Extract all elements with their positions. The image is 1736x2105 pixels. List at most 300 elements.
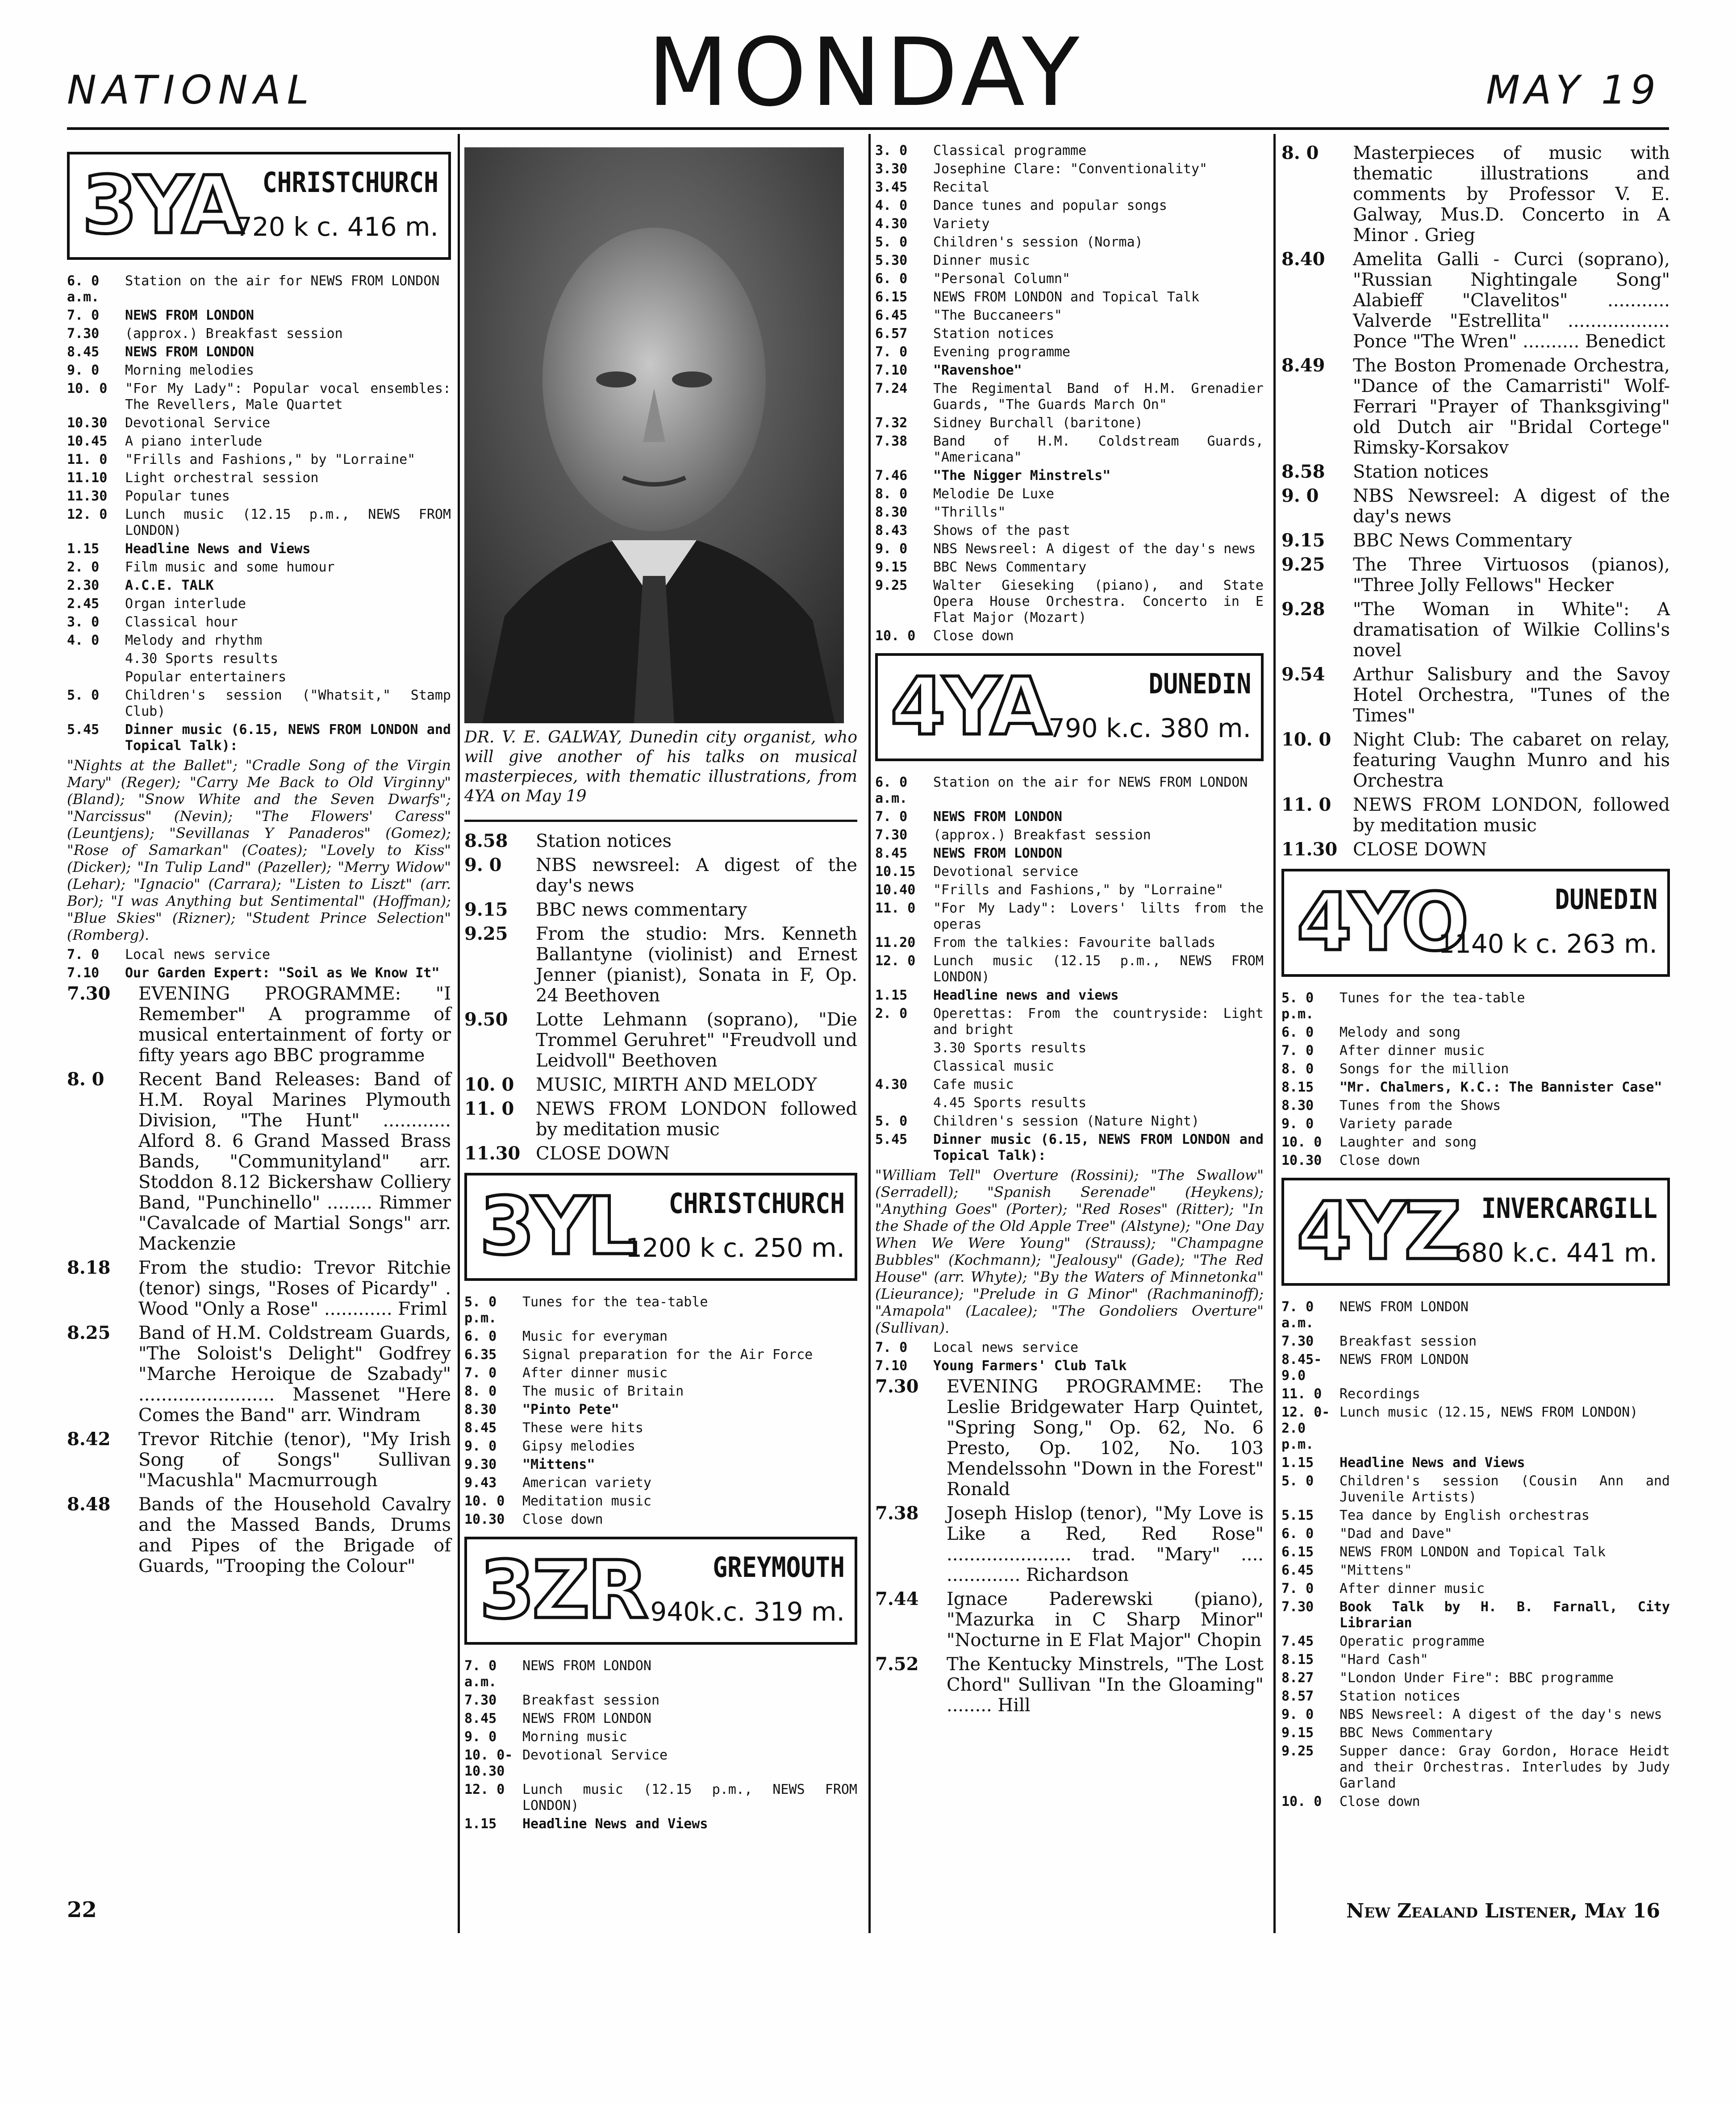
schedule-item: Close down — [933, 628, 1014, 644]
schedule-time: 5. 0 — [875, 234, 908, 250]
schedule-time: 10. 0 — [875, 628, 916, 644]
schedule-item: Children's session (Nature Night) — [933, 1113, 1200, 1129]
schedule-time: 8.45-9.0 — [1281, 1352, 1322, 1384]
schedule-row — [464, 1143, 857, 1164]
schedule-row — [1281, 355, 1670, 458]
schedule-row — [1281, 554, 1670, 596]
schedule-item: Classical music — [933, 1059, 1054, 1074]
schedule-row — [464, 1347, 857, 1363]
schedule-4ya-evening — [875, 1376, 1264, 1716]
schedule-time: 9. 0 — [464, 1438, 497, 1454]
schedule-row — [875, 468, 1264, 484]
schedule-time: 8.18 — [67, 1257, 111, 1278]
schedule-item: Dinner music (6.15, NEWS FROM LONDON and Topical Talk): — [933, 1132, 1264, 1163]
schedule-time: 3. 0 — [67, 614, 100, 630]
schedule-time: 10.45 — [67, 434, 108, 449]
schedule-time: 2. 0 — [875, 1006, 908, 1021]
schedule-3ya-evening — [67, 984, 451, 1576]
schedule-row — [67, 1069, 451, 1254]
schedule-item: Station notices — [536, 831, 672, 851]
schedule-time: 7.38 — [875, 434, 908, 449]
schedule-time — [875, 1040, 933, 1056]
schedule-row — [875, 1132, 1264, 1164]
schedule-time: 9.50 — [464, 1009, 508, 1030]
photo-caption: DR. V. E. GALWAY, Dunedin city organist, who will give another of his talks on musical masterpieces, with thematic illustrations, from 4YA on May 19 — [464, 728, 857, 805]
column-1 — [67, 143, 451, 1580]
schedule-time: 4. 0 — [67, 633, 100, 648]
schedule-time: 6.35 — [464, 1347, 497, 1363]
schedule-row — [67, 434, 451, 450]
schedule-3zr-continued — [875, 143, 1264, 644]
portrait-image — [464, 147, 844, 723]
schedule-time — [67, 651, 125, 667]
schedule-row — [67, 578, 451, 594]
schedule-item: "The Buccaneers" — [933, 308, 1062, 323]
schedule-item: 4.45 Sports results — [933, 1095, 1087, 1111]
schedule-row — [1281, 486, 1670, 527]
schedule-time: 6. 0 — [1281, 1526, 1314, 1542]
schedule-item: Ignace Paderewski (piano), "Mazurka in C Sharp Minor" "Nocturne in E Flat Major" Chopin — [947, 1589, 1264, 1651]
schedule-row — [875, 827, 1264, 843]
schedule-row — [875, 271, 1264, 287]
schedule-item: NEWS FROM LONDON — [1340, 1352, 1469, 1367]
schedule-row — [1281, 1299, 1670, 1331]
schedule-time: 7.30 — [1281, 1599, 1314, 1615]
schedule-item: Children's session (Cousin Ann and Juvenile Artists) — [1340, 1473, 1670, 1505]
schedule-row — [67, 688, 451, 720]
schedule-row — [1281, 1581, 1670, 1597]
schedule-item: A.C.E. TALK — [125, 578, 214, 593]
schedule-row — [464, 1512, 857, 1528]
schedule-item: BBC news commentary — [536, 900, 747, 920]
schedule-item: Local news service — [125, 947, 271, 963]
schedule-time: 3.30 — [875, 161, 908, 177]
schedule-item: Light orchestral session — [125, 470, 319, 486]
station-call: 4YZ — [1297, 1185, 1459, 1277]
schedule-item: Walter Gieseking (piano), and State Opera House Orchestra. Concerto in E Flat Major (Mozart) — [933, 578, 1264, 625]
schedule-row — [464, 1692, 857, 1709]
schedule-4yo — [1281, 990, 1670, 1169]
schedule-item: Gipsy melodies — [522, 1438, 635, 1454]
schedule-time: 10.30 — [1281, 1153, 1322, 1168]
schedule-row — [1281, 1688, 1670, 1705]
schedule-item: EVENING PROGRAMME: The Leslie Bridgewater Harp Quintet, "Spring Song," Op. 62, No. 6 Presto, Op. 102, No. 103 Mendelssohn "Down in the Forest" Ronald — [947, 1376, 1264, 1500]
schedule-row — [464, 1658, 857, 1690]
schedule-row — [875, 1077, 1264, 1093]
schedule-time: 6. 0 a.m. — [67, 273, 100, 305]
schedule-row — [1281, 1153, 1670, 1169]
schedule-row — [875, 486, 1264, 502]
schedule-item: Station notices — [1340, 1688, 1461, 1704]
schedule-time: 7. 0 — [875, 1340, 908, 1355]
schedule-item: Children's session (Norma) — [933, 234, 1143, 250]
schedule-item: NEWS FROM LONDON — [933, 809, 1062, 825]
schedule-row — [875, 1095, 1264, 1111]
schedule-row — [875, 1040, 1264, 1056]
schedule-row — [1281, 1405, 1670, 1453]
column-2 — [464, 143, 857, 1834]
schedule-time: 2.30 — [67, 578, 100, 593]
station-box-3zr — [464, 1537, 857, 1645]
schedule-time: 12. 0 — [464, 1782, 505, 1797]
schedule-item: Children's session ("Whatsit," Stamp Club) — [125, 688, 451, 719]
schedule-time: 10.15 — [875, 864, 916, 880]
schedule-time: 12. 0 — [67, 507, 108, 522]
schedule-time: 7.30 — [67, 326, 100, 342]
schedule-item: NBS Newsreel: A digest of the day's news — [1353, 486, 1670, 527]
station-city: INVERCARGILL — [1481, 1192, 1657, 1225]
schedule-item: "London Under Fire": BBC programme — [1340, 1670, 1614, 1686]
schedule-time: 7.38 — [875, 1503, 919, 1524]
schedule-time: 7. 0 a.m. — [464, 1658, 497, 1690]
schedule-item: Bands of the Household Cavalry and the Massed Bands, Drums and Pipes of the Brigade of Guards, "Trooping the Colour" — [138, 1494, 451, 1576]
schedule-row — [67, 1494, 451, 1576]
schedule-item: The music of Britain — [522, 1384, 684, 1399]
schedule-time: 8.15 — [1281, 1080, 1314, 1095]
schedule-row — [464, 1099, 857, 1140]
schedule-time: 7.30 — [875, 1376, 919, 1397]
schedule-row — [464, 1729, 857, 1745]
schedule-time: 9. 0 — [464, 1729, 497, 1745]
schedule-time: 2. 0 — [67, 559, 100, 575]
schedule-row — [67, 596, 451, 612]
schedule-time: 6.57 — [875, 326, 908, 342]
schedule-item: Variety parade — [1340, 1116, 1452, 1132]
schedule-row — [1281, 1707, 1670, 1723]
schedule-time: 5. 0 — [1281, 1473, 1314, 1489]
schedule-time: 9.25 — [1281, 1743, 1314, 1759]
schedule-row — [875, 1113, 1264, 1130]
schedule-row — [1281, 1061, 1670, 1077]
station-city: CHRISTCHURCH — [262, 166, 438, 199]
schedule-row — [875, 1503, 1264, 1585]
schedule-item: Station on the air for NEWS FROM LONDON — [933, 775, 1248, 790]
schedule-item: After dinner music — [1340, 1581, 1485, 1596]
schedule-time: 9.25 — [875, 578, 908, 593]
schedule-row — [875, 846, 1264, 862]
schedule-item: NBS newsreel: A digest of the day's news — [536, 855, 857, 896]
schedule-item: "For My Lady": Lovers' lilts from the operas — [933, 900, 1264, 932]
schedule-time: 7. 0 — [67, 308, 100, 323]
schedule-time: 11.30 — [67, 488, 108, 504]
schedule-item: Morning melodies — [125, 363, 254, 378]
schedule-row — [875, 434, 1264, 466]
schedule-item: Melody and rhythm — [125, 633, 263, 648]
schedule-row — [1281, 1080, 1670, 1096]
schedule-time: 7.10 — [67, 965, 100, 981]
schedule-row — [875, 308, 1264, 324]
schedule-3ya-news — [67, 947, 451, 981]
schedule-time: 11. 0 — [875, 900, 916, 916]
schedule-time: 10. 0 — [67, 381, 108, 396]
schedule-row — [464, 924, 857, 1006]
schedule-row — [67, 614, 451, 630]
schedule-time: 5. 0 — [67, 688, 100, 703]
schedule-item: Lunch music (12.15 p.m., NEWS FROM LONDON) — [522, 1782, 857, 1813]
schedule-row — [1281, 1743, 1670, 1792]
schedule-item: Local news service — [933, 1340, 1079, 1355]
schedule-row — [875, 1358, 1264, 1374]
schedule-row — [875, 628, 1264, 644]
schedule-item: (approx.) Breakfast session — [933, 827, 1151, 843]
schedule-4yz — [1281, 1299, 1670, 1810]
schedule-row — [875, 161, 1264, 177]
schedule-item: Operettas: From the countryside: Light and bright — [933, 1006, 1264, 1038]
schedule-row — [67, 541, 451, 557]
schedule-item: CLOSE DOWN — [536, 1143, 670, 1164]
station-call: 3YA — [82, 159, 241, 251]
schedule-row — [1281, 1563, 1670, 1579]
schedule-row — [875, 809, 1264, 825]
schedule-item: From the talkies: Favourite ballads — [933, 935, 1216, 950]
schedule-row — [67, 488, 451, 504]
column-divider — [458, 134, 460, 1933]
date-label: MAY 19 — [1486, 67, 1660, 113]
schedule-row — [1281, 1725, 1670, 1741]
schedule-row — [875, 179, 1264, 196]
schedule-time: 8.43 — [875, 523, 908, 538]
schedule-row — [1281, 599, 1670, 661]
schedule-time: 11. 0 — [1281, 1386, 1322, 1402]
schedule-item: "Personal Column" — [933, 271, 1071, 287]
schedule-time: 7.32 — [875, 415, 908, 431]
schedule-3zr — [464, 1658, 857, 1832]
schedule-row — [67, 947, 451, 963]
schedule-item: Signal preparation for the Air Force — [522, 1347, 813, 1363]
schedule-item: (approx.) Breakfast session — [125, 326, 343, 342]
schedule-time: 6.45 — [875, 308, 908, 323]
schedule-item: Station on the air for NEWS FROM LONDON — [125, 273, 440, 289]
schedule-item: Close down — [522, 1512, 603, 1527]
schedule-item: Music for everyman — [522, 1329, 668, 1344]
schedule-item: Lunch music (12.15 p.m., NEWS FROM LONDON) — [125, 507, 451, 538]
schedule-time: 6. 0 — [1281, 1025, 1314, 1040]
schedule-item: Headline News and Views — [125, 541, 311, 557]
column-4 — [1281, 143, 1670, 1812]
column-divider — [1273, 134, 1276, 1933]
schedule-row — [1281, 249, 1670, 352]
schedule-time: 8.45 — [875, 846, 908, 861]
schedule-item: Songs for the million — [1340, 1061, 1509, 1077]
schedule-item: "The Nigger Minstrels" — [933, 468, 1111, 484]
schedule-time: 10. 0 — [464, 1074, 514, 1095]
schedule-row — [1281, 1334, 1670, 1350]
schedule-time: 11. 0 — [1281, 794, 1331, 815]
schedule-item: Recital — [933, 179, 990, 195]
station-frequency: 790 k.c. 380 m. — [1048, 713, 1251, 743]
schedule-row — [67, 1429, 451, 1491]
station-frequency: 1140 k c. 263 m. — [1438, 929, 1657, 959]
schedule-item: CLOSE DOWN — [1353, 839, 1487, 860]
schedule-row — [875, 1059, 1264, 1075]
station-box-3yl — [464, 1173, 857, 1281]
schedule-row — [1281, 1116, 1670, 1132]
schedule-time: 10. 0 — [464, 1493, 505, 1509]
schedule-row — [67, 326, 451, 342]
station-call: 3ZR — [480, 1544, 646, 1636]
schedule-time: 7.30 — [875, 827, 908, 843]
schedule-row — [1281, 1634, 1670, 1650]
schedule-item: After dinner music — [522, 1365, 668, 1381]
schedule-item: Tea dance by English orchestras — [1340, 1508, 1590, 1523]
schedule-item: NBS Newsreel: A digest of the day's news — [933, 541, 1256, 557]
schedule-row — [67, 984, 451, 1066]
schedule-time: 8.58 — [464, 830, 508, 851]
schedule-time: 9.15 — [464, 899, 508, 920]
schedule-row — [875, 415, 1264, 431]
schedule-item: Close down — [1340, 1153, 1420, 1168]
schedule-row — [67, 507, 451, 539]
schedule-row — [67, 722, 451, 754]
schedule-row — [875, 864, 1264, 880]
schedule-row — [1281, 1508, 1670, 1524]
station-frequency: 1200 k c. 250 m. — [626, 1233, 845, 1263]
schedule-item: Classical hour — [125, 614, 238, 630]
schedule-row — [1281, 1098, 1670, 1114]
schedule-time: 7.10 — [875, 363, 908, 378]
schedule-row — [464, 1493, 857, 1509]
schedule-row — [1281, 1025, 1670, 1041]
schedule-item: Supper dance: Gray Gordon, Horace Heidt and their Orchestras. Interludes by Judy Garland — [1340, 1743, 1670, 1791]
column-3 — [875, 143, 1264, 1719]
schedule-row — [464, 855, 857, 896]
schedule-row — [67, 559, 451, 575]
schedule-item: Classical programme — [933, 143, 1087, 158]
schedule-item: Night Club: The cabaret on relay, featuring Vaughn Munro and his Orchestra — [1353, 729, 1670, 791]
schedule-row — [1281, 839, 1670, 860]
schedule-row — [875, 882, 1264, 898]
schedule-row — [1281, 1352, 1670, 1384]
schedule-row — [875, 344, 1264, 360]
schedule-time: 11.30 — [1281, 839, 1338, 860]
schedule-item: Dance tunes and popular songs — [933, 198, 1167, 213]
schedule-time: 11. 0 — [67, 452, 108, 467]
schedule-item: NEWS FROM LONDON and Topical Talk — [933, 289, 1200, 305]
schedule-time: 7.10 — [875, 1358, 908, 1374]
schedule-time: 10. 0 — [1281, 729, 1331, 750]
schedule-item: Trevor Ritchie (tenor), "My Irish Song of Songs" Sullivan "Macushla" Macmurrough — [138, 1429, 451, 1491]
schedule-item: BBC News Commentary — [1340, 1725, 1493, 1741]
schedule-row — [67, 308, 451, 324]
schedule-row — [875, 578, 1264, 626]
portrait-photo — [464, 147, 844, 723]
schedule-time: 8.27 — [1281, 1670, 1314, 1686]
schedule-item: These were hits — [522, 1420, 643, 1436]
schedule-item: Variety — [933, 216, 990, 232]
column-divider — [868, 134, 871, 1933]
schedule-time: 9.15 — [1281, 1725, 1314, 1741]
schedule-time: 7. 0 — [875, 809, 908, 825]
schedule-time: 5.45 — [67, 722, 100, 738]
schedule-item: Sidney Burchall (baritone) — [933, 415, 1143, 431]
schedule-item: Joseph Hislop (tenor), "My Love is Like a Red, Red Rose" ...................... trad. "Mary" .... ............. Richardson — [947, 1503, 1264, 1585]
schedule-time: 8.15 — [1281, 1652, 1314, 1667]
schedule-item: Headline News and Views — [522, 1816, 708, 1832]
schedule-row — [464, 1075, 857, 1095]
schedule-item: Band of H.M. Coldstream Guards, "The Soloist's Delight" Godfrey "Marche Heroique de Szabady" ........................ Massenet "Here Comes the Band" arr. Windram — [138, 1323, 451, 1426]
schedule-row — [464, 1294, 857, 1326]
schedule-time: 9. 0 — [1281, 1707, 1314, 1722]
schedule-row — [875, 1376, 1264, 1500]
schedule-row — [1281, 462, 1670, 482]
schedule-time: 5.30 — [875, 253, 908, 268]
schedule-item: Book Talk by H. B. Farnall, City Librarian — [1340, 1599, 1670, 1631]
divider — [464, 820, 857, 822]
schedule-time: 9. 0 — [875, 541, 908, 557]
schedule-time: 8.42 — [67, 1429, 111, 1450]
schedule-time: 7. 0 — [1281, 1043, 1314, 1059]
schedule-row — [67, 344, 451, 360]
schedule-item: The Boston Promenade Orchestra, "Dance of the Camarristi" Wolf-Ferrari "Prayer of Thanksgiving" old Dutch air "Bridal Cortege" Rimsky-Korsakov — [1353, 355, 1670, 458]
schedule-time: 5. 0 p.m. — [1281, 990, 1314, 1022]
schedule-item: NEWS FROM LONDON, followed by meditation music — [1353, 795, 1670, 836]
schedule-row — [1281, 1652, 1670, 1668]
schedule-time: 8.49 — [1281, 355, 1325, 376]
schedule-item: Dinner music (6.15, NEWS FROM LONDON and Topical Talk): — [125, 722, 451, 754]
page-number: 22 — [67, 1897, 97, 1922]
schedule-row — [875, 1340, 1264, 1356]
schedule-row — [67, 415, 451, 431]
schedule-row — [875, 198, 1264, 214]
schedule-item: Band of H.M. Coldstream Guards, "Americana" — [933, 434, 1264, 465]
schedule-row — [67, 470, 451, 486]
schedule-item: Meditation music — [522, 1493, 651, 1509]
schedule-3ya-late — [464, 831, 857, 1164]
schedule-4ya-late — [1281, 143, 1670, 860]
schedule-time: 1.15 — [1281, 1455, 1314, 1471]
schedule-time: 9. 0 — [1281, 1116, 1314, 1132]
schedule-row — [1281, 1473, 1670, 1505]
station-city: DUNEDIN — [1555, 883, 1657, 916]
schedule-time: 5. 0 p.m. — [464, 1294, 497, 1326]
schedule-time: 8.25 — [67, 1322, 111, 1343]
station-box-4ya — [875, 653, 1264, 761]
schedule-item: Operatic programme — [1340, 1634, 1485, 1649]
schedule-time: 3.45 — [875, 179, 908, 195]
schedule-item: "For My Lady": Popular vocal ensembles: The Revellers, Male Quartet — [125, 381, 451, 413]
schedule-time: 1.15 — [875, 988, 908, 1003]
schedule-item: BBC News Commentary — [1353, 530, 1572, 551]
schedule-row — [875, 523, 1264, 539]
schedule-time: 5. 0 — [875, 1113, 908, 1129]
schedule-time: 5.45 — [875, 1132, 908, 1147]
schedule-item: "Mittens" — [522, 1457, 595, 1472]
schedule-item: Morning music — [522, 1729, 627, 1745]
schedule-item: Lunch music (12.15 p.m., NEWS FROM LONDON) — [933, 953, 1264, 985]
schedule-item: From the studio: Trevor Ritchie (tenor) sings, "Roses of Picardy" . Wood "Only a Rose" ............ Friml — [138, 1258, 451, 1319]
schedule-row — [67, 669, 451, 685]
schedule-row — [464, 1384, 857, 1400]
schedule-item: "Mittens" — [1340, 1563, 1412, 1578]
schedule-item: The Kentucky Minstrels, "The Lost Chord" Sullivan "In the Gloaming" ........ Hill — [947, 1654, 1264, 1716]
schedule-row — [67, 633, 451, 649]
station-box-4yo — [1281, 869, 1670, 977]
schedule-item: From the studio: Mrs. Kenneth Ballantyne (violinist) and Ernest Jenner (pianist), Sonata in F, Op. 24 Beethoven — [536, 924, 857, 1006]
schedule-time: 8. 0 — [1281, 142, 1319, 163]
schedule-row — [464, 1438, 857, 1455]
schedule-row — [875, 559, 1264, 575]
dinner-music-list: "William Tell" Overture (Rossini); "The Swallow" (Serradell); "Spanish Serenade" (Heykens); "Anything Goes" (Porter); "Red Roses" (Ritter); "In the Shade of the Old Apple Tree" (Alstyne); "One Day When We Were Young" (Strauss); "Champagne Bubbles" (Kochmann); "Jealousy" (Gade); "The Red House" (arr. Whyte); "By the Waters of Minnetonka" (Lieurance); "Prelude in G Minor" (Rachmaninoff); "Amapola" (Lacalee); "The Gondoliers Overture" (Sullivan). — [875, 1167, 1264, 1336]
schedule-4ya-day — [875, 775, 1264, 1164]
schedule-row — [67, 381, 451, 413]
schedule-time: 7. 0 — [875, 344, 908, 360]
schedule-row — [464, 1420, 857, 1436]
schedule-row — [875, 253, 1264, 269]
schedule-item: A piano interlude — [125, 434, 263, 449]
schedule-item: Devotional Service — [125, 415, 271, 431]
schedule-row — [464, 1475, 857, 1491]
schedule-row — [875, 541, 1264, 557]
